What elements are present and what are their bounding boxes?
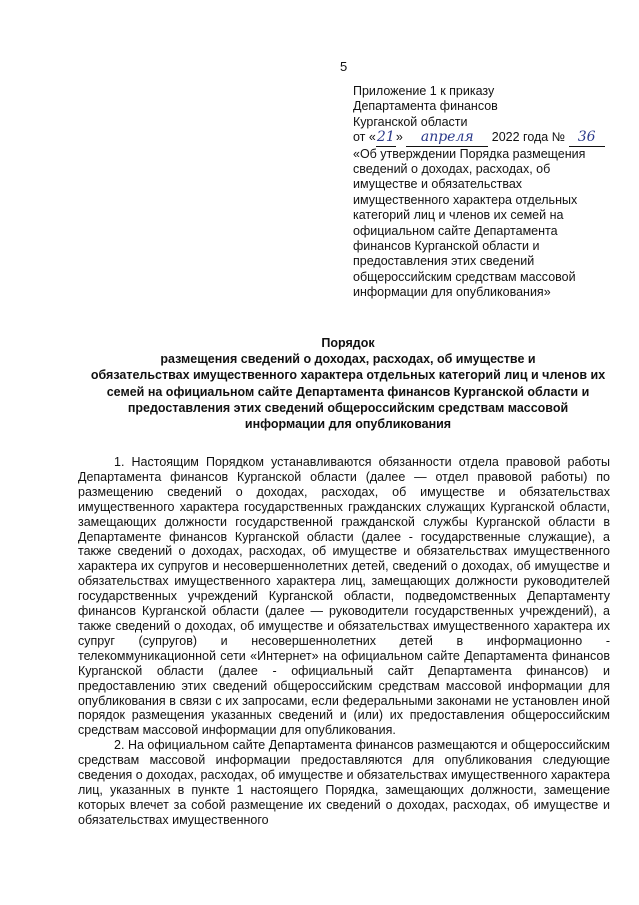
subject-line: предоставления этих сведений xyxy=(353,254,535,269)
title-line: информации для опубликования xyxy=(244,417,452,432)
paragraph-1: 1. Настоящим Порядком устанавливаются обязанности отдела правовой работы Департамента финансов Курганской области (далее — отдел правовой работы) по размещению сведений о доходах, расходах, об имуществе и обязательствах имущественного характера государственных гражданских служащих Курганской области, замещающих должности государственной гражданской службы Курганской области в Департаменте финансов Курганской области (далее - государственные служащие), а также сведений о доходах, расходах, об имуществе и обязательствах имущественного характера их супругов и несовершеннолетних детей, сведений о доходах, об имуществе и обязательствах имущественного характера лиц, замещающих должности руководителей государственных учреждений Курганской области, подведомственных Департаменту финансов Курганской области (далее — руководители государственных учреждений), а также сведений о доходах, об имуществе и обязательствах имущественного характера их супруг (супругов) и несовершеннолетних детей в информационно - телекоммуникационной сети «Интернет» на официальном сайте Департамента финансов Курганской области (далее - официальный сайт Департамента финансов) и предоставлению этих сведений общероссийским средствам массовой информации для опубликования в связи с их запросами, если федеральными законами не установлен иной порядок размещения указанных сведений и (или) их предоставления общероссийским средствам массовой информации для опубликования. xyxy=(78,455,610,738)
appendix-block xyxy=(353,84,625,301)
subject-line: финансов Курганской области и xyxy=(353,239,540,254)
appendix-line: Курганской области xyxy=(353,114,468,129)
subject-line: имуществе и обязательствах xyxy=(353,177,523,192)
order-date-line xyxy=(353,130,625,146)
title-line: обязательствах имущественного характера отдельных категорий лиц и членов их xyxy=(90,368,606,383)
subject-line: «Об утверждении Порядка размещения xyxy=(353,146,586,161)
subject-line: сведений о доходах, расходах, об xyxy=(353,162,551,177)
page-number: 5 xyxy=(340,59,348,74)
title-line: размещения сведений о доходах, расходах, об имуществе и xyxy=(160,352,536,367)
title-line: семей на официальном сайте Департамента финансов Курганской области и xyxy=(106,384,590,399)
subject-line: имущественного характера отдельных xyxy=(353,192,578,207)
subject-line: официальном сайте Департамента xyxy=(353,223,558,238)
appendix-line: Департамента финансов xyxy=(353,99,498,114)
date-quote-close: » xyxy=(395,130,403,145)
title-line: предоставления этих сведений общероссийским средствам массовой xyxy=(127,400,569,415)
title-heading: Порядок xyxy=(321,336,375,350)
appendix-line: Приложение 1 к приказу xyxy=(353,84,495,98)
document-title xyxy=(78,335,618,432)
date-prefix: от « xyxy=(353,130,376,145)
paragraph-2: 2. На официальном сайте Департамента финансов размещаются и общероссийским средствам массовой информации предоставляются для опубликования следующие сведения о доходах, расходах, об имуществе и обязательствах имущественного характера лиц, указанных в пункте 1 настоящего Порядка, замещающих должности, замещение которых влечет за собой размещение их сведений о доходах, расходах, об имуществе и обязательствах имущественного xyxy=(78,738,611,827)
date-year: 2022 года № xyxy=(491,130,566,145)
date-day-handwritten: 21 xyxy=(376,129,395,146)
order-number-handwritten: 36 xyxy=(569,130,605,146)
subject-line: категорий лиц и членов их семей на xyxy=(353,208,564,223)
date-month-handwritten: апреля xyxy=(406,130,488,146)
subject-line: информации для опубликования» xyxy=(353,285,551,300)
document-body xyxy=(78,455,610,828)
subject-line: общероссийским средствам массовой xyxy=(353,269,576,284)
